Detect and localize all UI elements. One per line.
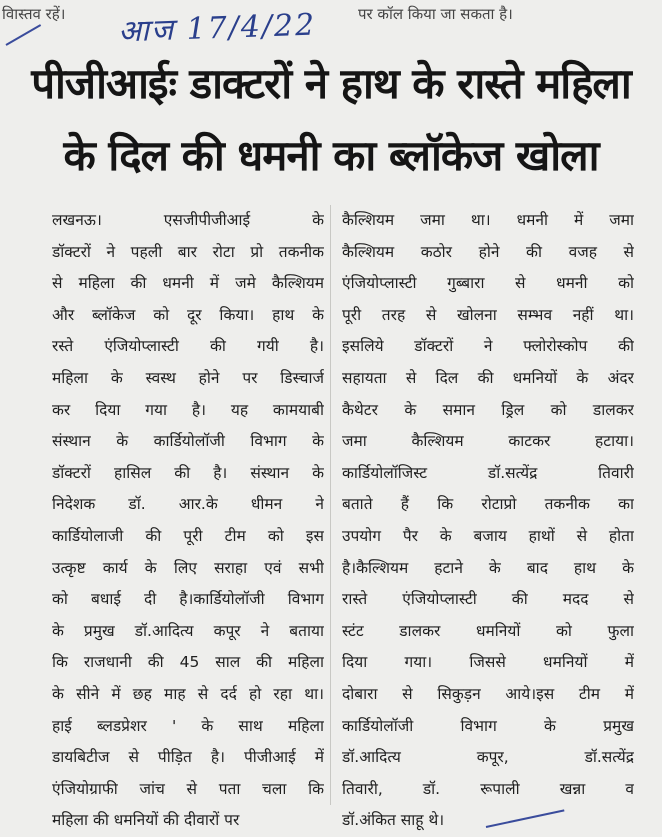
- article-text-line: कार्डियोलॉजी विभाग के प्रमुख: [342, 716, 634, 735]
- article-text-line: है।कैल्शियम हटाने के बाद हाथ के: [342, 558, 634, 577]
- headline-line-2: के दिल की धमनी का ब्लॉकेज खोला: [63, 131, 599, 180]
- article-text-line: तिवारी, डॉ. रूपाली खन्ना व: [342, 779, 634, 798]
- article-text-line: के सीने में छह माह से दर्द हो रहा था।: [52, 684, 324, 703]
- article-text-line: दोबारा से सिकुड़न आये।इस टीम में: [342, 684, 634, 703]
- article-text-line: महिला की धमनियों की दीवारों पर: [52, 811, 240, 830]
- article-text-line: एंजियोप्लास्टी गुब्बारा से धमनी को: [342, 274, 634, 293]
- article-text-line: बताते हैं कि रोटाप्रो तकनीक का: [342, 495, 634, 514]
- article-text-line: पूरी तरह से खोलना सम्भव नहीं था।: [342, 305, 634, 324]
- article-text-line: को बधाई दी है।कार्डियोलॉजी विभाग: [52, 590, 324, 609]
- article-left-column: [52, 205, 324, 837]
- article-text-line: उपयोग पैर के बजाय हाथों से होता: [342, 526, 634, 545]
- top-left-text-fragment: विास्तव रहें।: [2, 5, 66, 23]
- article-text-line: के प्रमुख डॉ.आदित्य कपूर ने बताया: [52, 621, 324, 640]
- article-text-line: एंजियोग्राफी जांच से पता चला कि: [52, 779, 324, 798]
- article-text-line: डॉक्टरों ने पहली बार रोटा प्रो तकनीक: [52, 242, 324, 261]
- article-text-line: कैथेटर के समान ड्रिल को डालकर: [342, 400, 634, 419]
- article-text-line: कैल्शियम कठोर होने की वजह से: [342, 242, 634, 261]
- article-text-line: कर दिया गया है। यह कामयाबी: [52, 400, 324, 419]
- article-text-line: डॉ.अंकित साहू थे।: [342, 811, 445, 830]
- article-text-line: कार्डियोलाजी की पूरी टीम को इस: [52, 526, 324, 545]
- article-text-line: रास्ते एंजियोप्लास्टी की मदद से: [342, 590, 634, 609]
- article-text-line: डायबिटीज से पीड़ित है। पीजीआई में: [52, 748, 324, 767]
- article-text-line: जमा कैल्शियम काटकर हटाया।: [342, 432, 634, 451]
- headline-line-1: पीजीआईः डाक्टरों ने हाथ के रास्ते महिला: [31, 59, 631, 108]
- article-text-line: रस्ते एंजियोप्लास्टी की गयी है।: [52, 337, 324, 356]
- article-text-line: डॉक्टरों हासिल की है। संस्थान के: [52, 463, 324, 482]
- article-text-line: दिया गया। जिससे धमनियों में: [342, 653, 634, 672]
- article-text-line: स्टंट डालकर धमनियों को फुला: [342, 621, 634, 640]
- article-text-line: कैल्शियम जमा था। धमनी में जमा: [342, 211, 634, 229]
- article-text-line: से महिला की धमनी में जमे कैल्शियम: [52, 274, 324, 293]
- article-text-line: कार्डियोलॉजिस्ट डॉ.सत्येंद्र तिवारी: [342, 463, 634, 482]
- article-text-line: और ब्लॉकेज को दूर किया। हाथ के: [52, 305, 324, 324]
- article-right-column: [342, 205, 634, 837]
- article-text-line: महिला के स्वस्थ होने पर डिस्चार्ज: [52, 368, 324, 387]
- article-text-line: संस्थान के कार्डियोलॉजी विभाग के: [52, 432, 324, 451]
- article-text-line: कि राजधानी की 45 साल की महिला: [52, 653, 324, 672]
- column-divider: [330, 205, 331, 805]
- handwritten-date-note: आज 17/4/22: [117, 7, 317, 50]
- article-text-line: हाई ब्लडप्रेशर ' के साथ महिला: [52, 716, 324, 735]
- article-text-line: लखनऊ। एसजीपीजीआई के: [52, 211, 324, 229]
- article-text-line: इसलिये डॉक्टरों ने फ्लोरोस्कोप की: [342, 337, 634, 356]
- top-right-text-fragment: पर कॉल किया जा सकता है।: [358, 5, 513, 23]
- article-text-line: सहायता से दिल की धमनियों के अंदर: [342, 368, 634, 387]
- article-text-line: डॉ.आदित्य कपूर, डॉ.सत्येंद्र: [342, 748, 634, 767]
- article-text-line: निदेशक डॉ. आर.के धीमन ने: [52, 495, 324, 514]
- article-text-line: उत्कृष्ट कार्य के लिए सराहा एवं सभी: [52, 558, 324, 577]
